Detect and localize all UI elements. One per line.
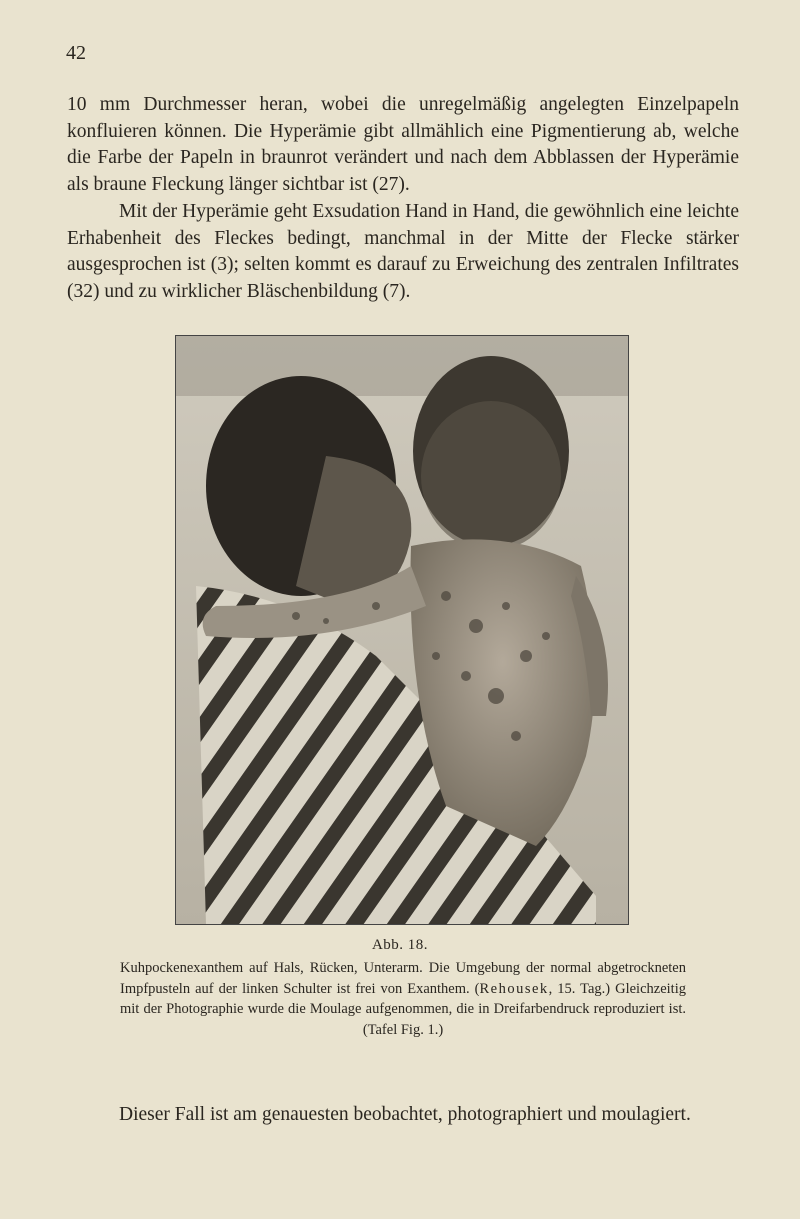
figure-photograph — [175, 335, 629, 925]
caption-part-2: , 15. Tag.) Gleichzeitig mit der Photographie wurde die Moulage aufgenommen, die in Dreifarbendruck reproduziert ist. (Tafel Fig. 1.) — [120, 980, 686, 1038]
paragraph-2: Mit der Hyperämie geht Exsudation Hand in Hand, die gewöhnlich eine leichte Erhabenheit des Fleckes bedingt, manchmal in der Mitte der Flecke stärker ausgesprochen ist (3); selten kommt es darauf zu Erweichung des zentralen Infiltrates (32) und zu wirklicher Bläschenbildung (7). — [67, 201, 739, 302]
figure-caption — [120, 958, 686, 1040]
closing-paragraph: Dieser Fall ist am genauesten beobachtet, photographiert und moulagiert. — [119, 1104, 691, 1125]
caption-part-1: Kuhpockenexanthem auf Hals, Rücken, Unterarm. Die Umgebung der normal abgetrockneten Impfpusteln auf der linken Schulter ist frei von Exanthem. ( — [120, 960, 686, 997]
page-number: 42 — [66, 42, 86, 64]
paragraph-1: 10 mm Durchmesser heran, wobei die unregelmäßig angelegten Einzelpapeln konfluieren können. Die Hyperämie gibt allmählich eine Pigmentierung ab, welche die Farbe der Papeln in braunrot verändert und nach dem Abblassen der Hyperämie als braune Fleckung länger sichtbar ist (27). — [67, 94, 739, 195]
caption-author: Rehousek — [479, 980, 549, 997]
photograph-illustration — [176, 336, 628, 924]
figure-label: Abb. 18. — [371, 937, 429, 953]
